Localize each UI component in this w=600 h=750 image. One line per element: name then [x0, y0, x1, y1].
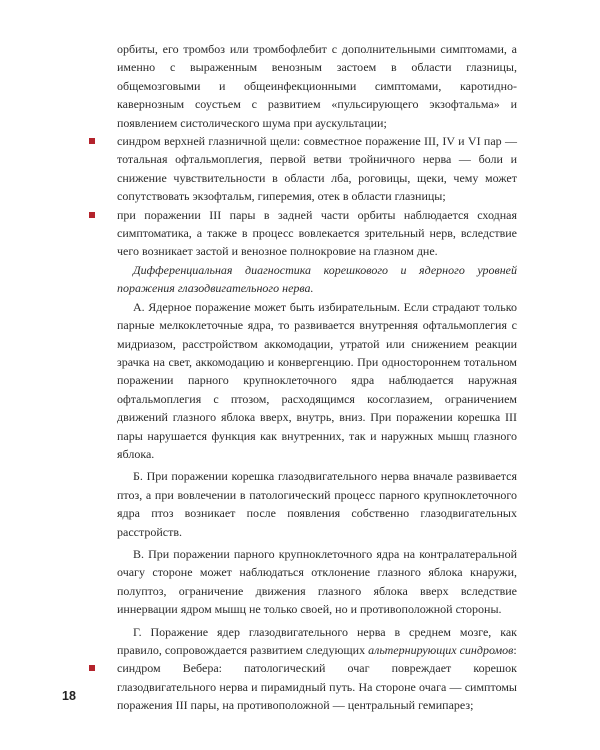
section-heading — [117, 261, 517, 298]
section-heading-text: Дифференциальная диагностика корешкового и ядерного уровней поражения глазодвигательного нерва. — [117, 262, 517, 296]
paragraph-b: Б. При поражении корешка глазодвигательного нерва вначале развивается птоз, а при вовлечении в патологический процесс парного крупноклеточного ядра птоз возникает после появления собственно глазодвигательных расстройств. — [117, 469, 517, 539]
page-body — [117, 40, 517, 715]
alternating-syndromes-term: альтернирующих синдромов — [368, 643, 514, 657]
paragraph-g — [117, 623, 517, 660]
paragraph-a: А. Ядерное поражение может быть избирательным. Если страдают только парные мелкоклеточные ядра, то развивается внутренняя офтальмоплегия с мидриазом, расстройством аккомодации, утратой или снижением реакции зрачка на свет, аккомодацию и конвергенцию. При одностороннем тотальном поражении парного крупноклеточного ядра наблюдается наружная офтальмоплегия с птозом, расходящимся косоглазием, ограничением движений глазного яблока вверх, внутрь, вниз. При поражении корешка III пары нарушается функция как внутренних, так и наружных мышц глазного яблока. — [117, 299, 517, 461]
bullet-item-posterior-orbit: при поражении III пары в задней части орбиты наблюдается сходная симптоматика, а также в процесс вовлекается зрительный нерв, вследствие чего возникает застой и венозное полнокровие на глазном дне. — [117, 206, 517, 261]
paragraph-g-text: Г. Поражение ядер глазодвигательного нерва в среднем мозге, как правило, сопровождается развитием следующих — [117, 624, 517, 657]
bullet-item-weber-syndrome: синдром Вебера: патологический очаг повреждает корешок глазодвигательного нерва и пирамидный путь. На стороне очага — симптомы поражения III пары, на противоположной — центральный гемипарез; — [117, 659, 517, 714]
bullet-item-superior-orbital-fissure: синдром верхней глазничной щели: совместное поражение III, IV и VI пар — тотальная офтальмоплегия, первой ветви тройничного нерва — боли и снижение чувствительности в области лба, роговицы, щеки, чему может сопутствовать экзофтальм, гиперемия, отек в области глазницы; — [117, 132, 517, 206]
paragraph-g-colon: : — [513, 643, 517, 657]
page-number: 18 — [62, 689, 76, 703]
continuation-paragraph: орбиты, его тромбоз или тромбофлебит с дополнительными симптомами, а именно с выраженным венозным застоем в области глазницы, общемозговыми и общеинфекционными симптомами, каротидно-кавернозным соустьем с развитием «пульсирующего экзофтальма» и появлением систолического шума при аускультации; — [117, 42, 517, 130]
paragraph-v: В. При поражении парного крупноклеточного ядра на контралатеральной очагу стороне может наблюдаться отклонение глазного яблока кнаружи, полуптоз, ограничение движения глазного яблока вверх вследствие иннервации ядром мышц не только своей, но и противоположной стороны. — [117, 546, 517, 617]
